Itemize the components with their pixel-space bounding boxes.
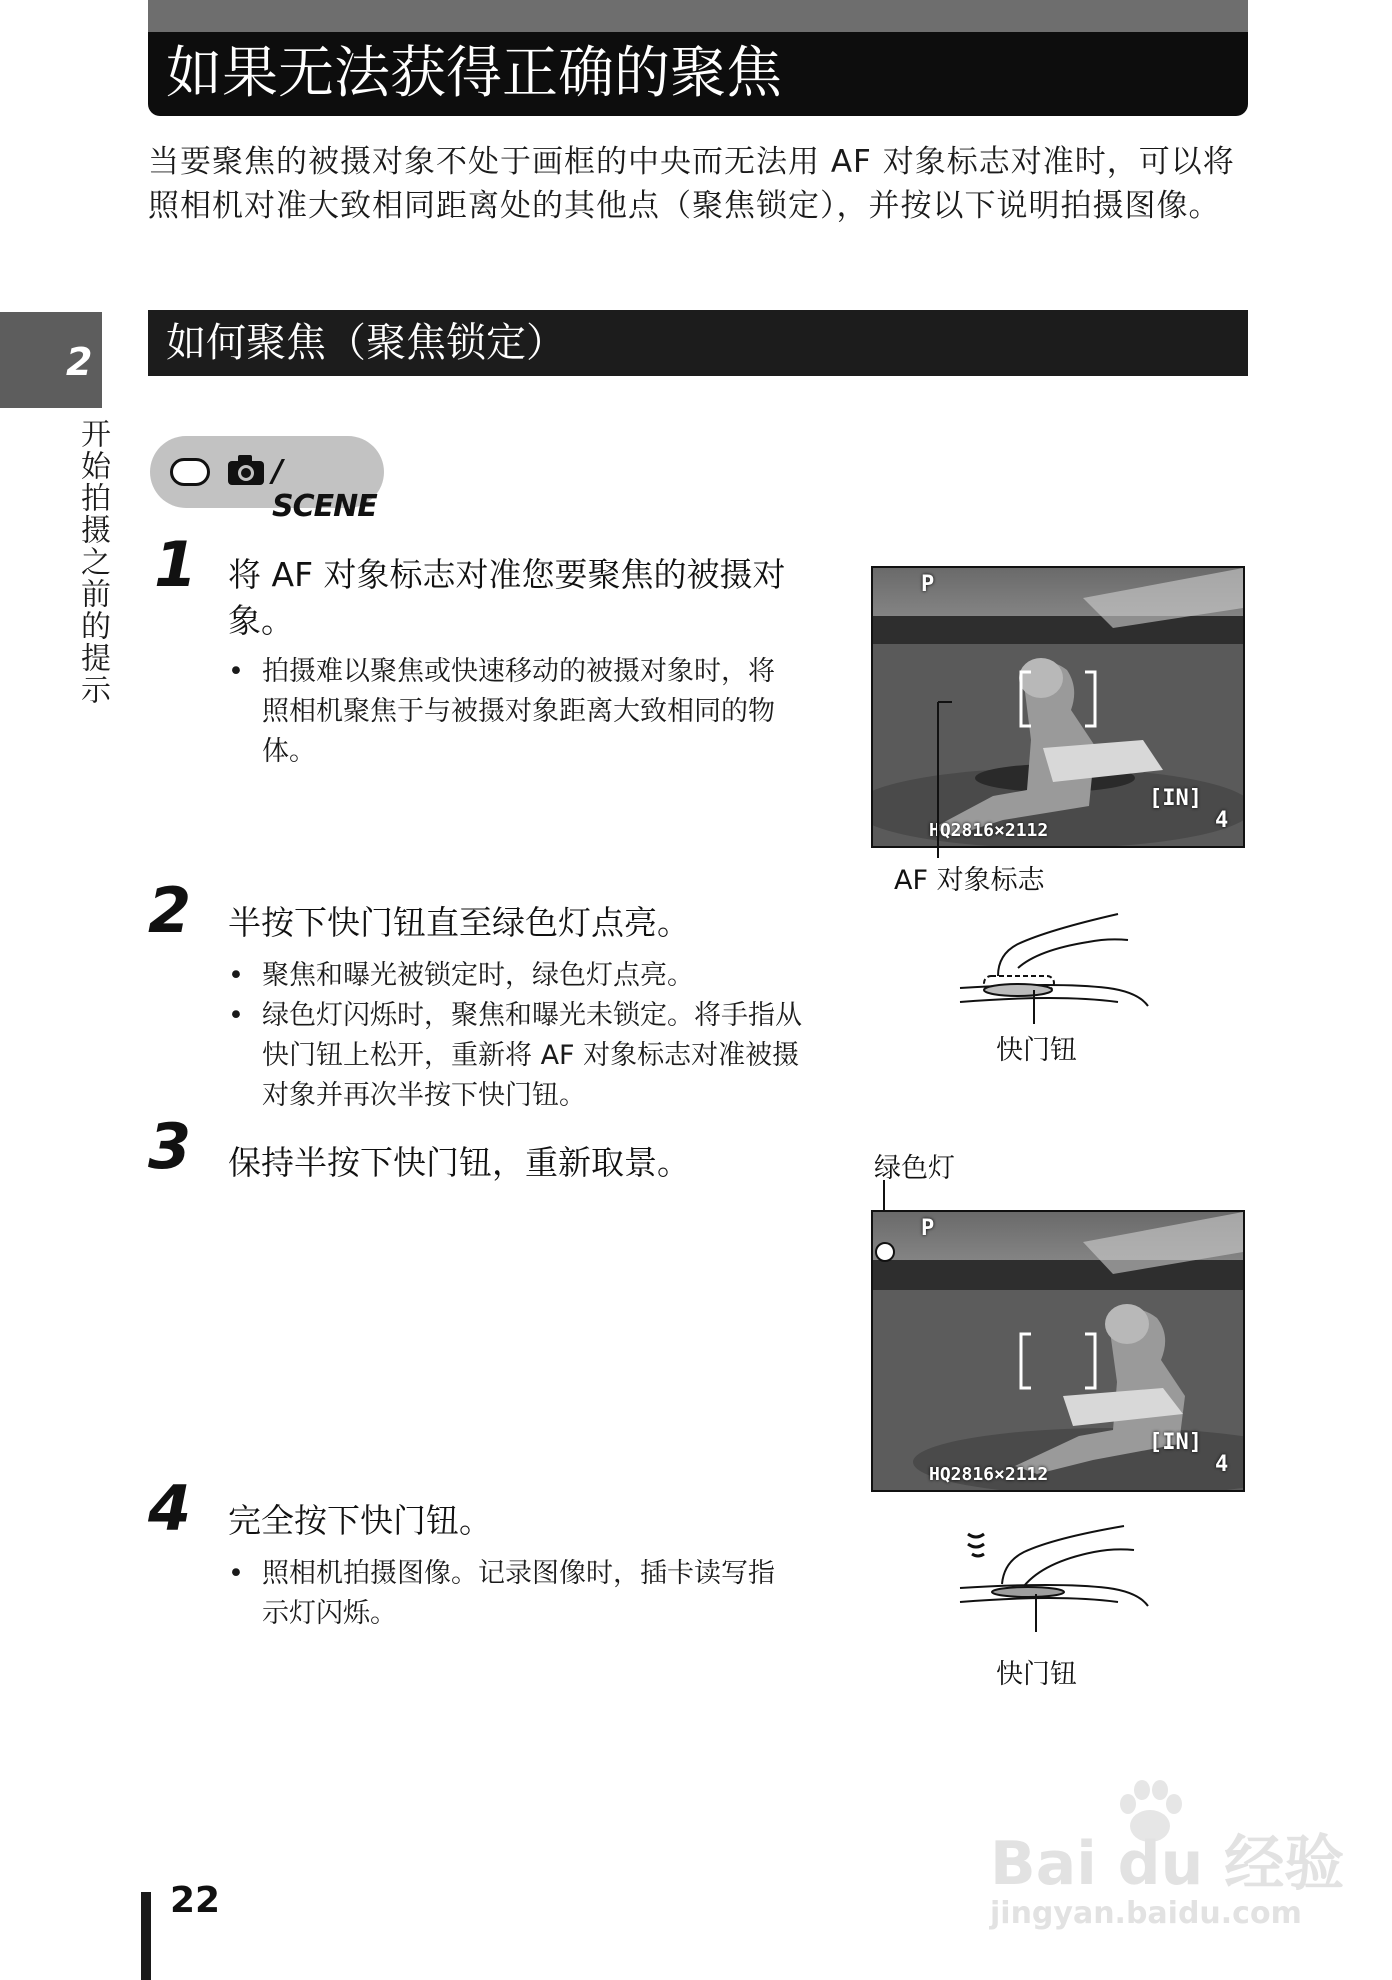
green-lamp-caption: 绿色灯 [874, 1153, 955, 1184]
mode-indicator: / SCENE [150, 436, 384, 508]
lcd-count: 4 [1215, 808, 1229, 833]
list-item: • 聚焦和曝光被锁定时，绿色灯点亮。 [228, 956, 808, 996]
step-2-title: 半按下快门钮直至绿色灯点亮。 [228, 903, 690, 942]
lcd-screen-1 [871, 566, 1245, 848]
mode-dial-icon [170, 458, 210, 486]
camera-icon [226, 453, 266, 491]
af-mark-leader-line [936, 700, 952, 860]
page-title: 如果无法获得正确的聚焦 [148, 32, 1248, 116]
chapter-tab [0, 312, 102, 408]
step-3-title: 保持半按下快门钮，重新取景。 [228, 1143, 690, 1182]
lcd-screen-2 [871, 1210, 1245, 1492]
header-band [148, 0, 1248, 32]
list-item: • 绿色灯闪烁时，聚焦和曝光未锁定。将手指从快门钮上松开，重新将 AF 对象标志对准被摄对象并再次半按下快门钮。 [228, 996, 808, 1116]
step-2-bullets [228, 956, 808, 1116]
lcd-mode: P [921, 572, 935, 597]
step-4-number: 4 [148, 1472, 192, 1545]
section-heading: 如何聚焦（聚焦锁定） [148, 310, 1248, 376]
lcd-resolution: HQ2816×2112 [929, 1464, 1049, 1485]
watermark-brand: Bai du 经验 [990, 1829, 1345, 1899]
chapter-number: 2 [66, 340, 93, 384]
list-item: • 照相机拍摄图像。记录图像时，插卡读写指示灯闪烁。 [228, 1554, 788, 1634]
shutter-caption-2: 快门钮 [996, 1659, 1077, 1690]
shutter-caption-1: 快门钮 [996, 1035, 1077, 1066]
list-item: • 拍摄难以聚焦或快速移动的被摄对象时，将照相机聚焦于与被摄对象距离大致相同的物体。 [228, 652, 788, 772]
step-1-title: 将 AF 对象标志对准您要聚焦的被摄对象。 [228, 555, 786, 640]
green-lamp-dot [875, 1242, 895, 1262]
full-press-illustration [958, 1522, 1158, 1642]
step-4-title: 完全按下快门钮。 [228, 1501, 492, 1540]
step-2-number: 2 [148, 874, 192, 947]
lcd-memory: [IN] [1149, 786, 1202, 811]
lcd-count: 4 [1215, 1452, 1229, 1477]
lcd-memory: [IN] [1149, 1430, 1202, 1455]
intro-paragraph: 当要聚焦的被摄对象不处于画框的中央而无法用 AF 对象标志对准时，可以将照相机对准大致相同距离处的其他点（聚焦锁定），并按以下说明拍摄图像。 [148, 144, 1235, 224]
page-marker [141, 1892, 151, 1980]
mode-label: SCENE [272, 489, 377, 524]
lcd-resolution: HQ2816×2112 [929, 820, 1049, 841]
half-press-illustration [958, 910, 1158, 1030]
watermark-url: jingyan.baidu.com [990, 1896, 1302, 1931]
step-4-bullets [228, 1554, 788, 1634]
chapter-title: 开始拍摄之前的提示 [75, 418, 110, 706]
af-mark-caption: AF 对象标志 [894, 865, 1045, 896]
step-3-number: 3 [148, 1110, 192, 1183]
step-1-bullets [228, 652, 788, 772]
lcd-mode: P [921, 1216, 935, 1241]
af-target-mark [1019, 1332, 1097, 1390]
af-target-mark [1019, 670, 1097, 728]
page-number: 22 [170, 1880, 221, 1921]
step-1-number: 1 [154, 528, 198, 601]
